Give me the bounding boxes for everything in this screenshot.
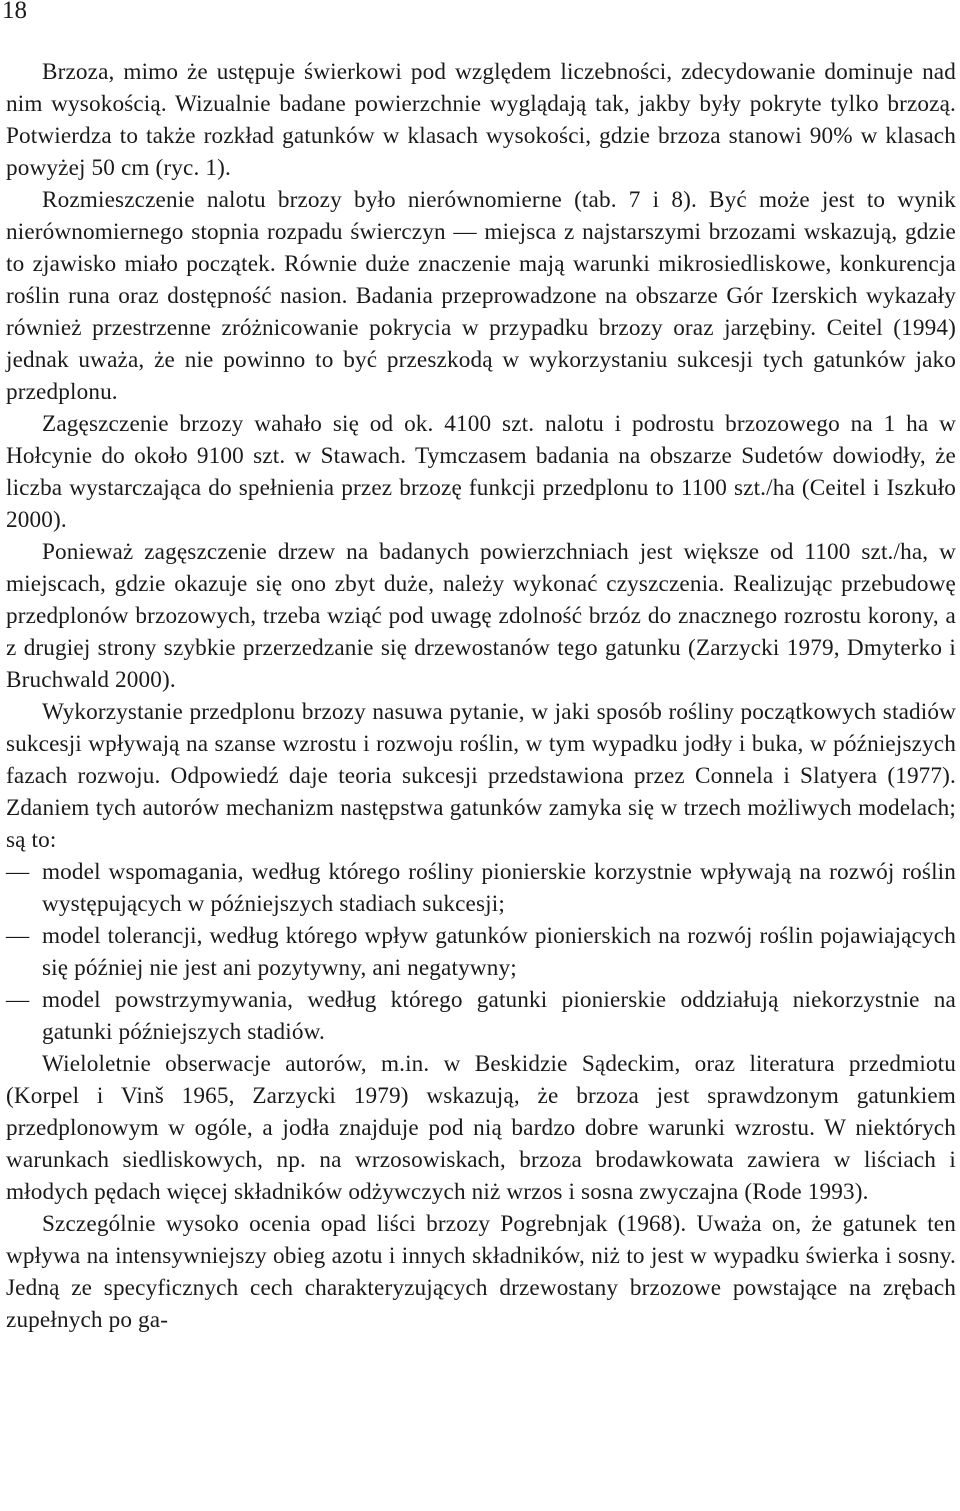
paragraph: Zagęszczenie brzozy wahało się od ok. 4100 szt. nalotu i podrostu brzozowego na 1 ha w Hołcynie do około 9100 szt. w Stawach. Tymczasem badania na obszarze Sudetów dowiodły, że liczba wystarczająca do spełnienia przez brzozę funkcji przedplonu to 1100 szt./ha (Ceitel i Iszkuło 2000). xyxy=(6,411,956,533)
list-item-text: model tolerancji, według którego wpływ gatunków pionierskich na rozwój roślin pojawiających się później nie jest ani pozytywny, ani negatywny; xyxy=(42,923,956,981)
dash-marker: — xyxy=(6,923,30,949)
list-item-text: model wspomagania, według którego rośliny pionierskie korzystnie wpływają na rozwój roślin występujących w późniejszych stadiach sukcesji; xyxy=(42,859,956,917)
dash-marker: — xyxy=(6,987,30,1013)
list-item xyxy=(6,984,956,1048)
paragraph: Wykorzystanie przedplonu brzozy nasuwa pytanie, w jaki sposób rośliny początkowych stadiów sukcesji wpływają na szanse wzrostu i rozwoju roślin, w tym wypadku jodły i buka, w późniejszych fazach rozwoju. Odpowiedź daje teoria sukcesji przedstawiona przez Connela i Slatyera (1977). Zdaniem tych autorów mechanizm następstwa gatunków zamyka się w trzech możliwych modelach; są to: xyxy=(6,699,956,853)
paragraph: Rozmieszczenie nalotu brzozy było nierównomierne (tab. 7 i 8). Być może jest to wynik nierównomiernego stopnia rozpadu świerczyn — miejsca z najstarszymi brzozami wskazują, gdzie to zjawisko miało początek. Równie duże znaczenie mają warunki mikrosiedliskowe, konkurencja roślin runa oraz dostępność nasion. Badania przeprowadzone na obszarze Gór Izerskich wykazały również przestrzenne zróżnicowanie pokrycia w przypadku brzozy oraz jarzębiny. Ceitel (1994) jednak uważa, że nie powinno to być przeszkodą w wykorzystaniu sukcesji tych gatunków jako przedplonu. xyxy=(6,187,956,405)
list-item xyxy=(6,856,956,920)
page-number: 18 xyxy=(2,0,27,24)
list-item xyxy=(6,920,956,984)
paragraph: Szczególnie wysoko ocenia opad liści brzozy Pogrebnjak (1968). Uważa on, że gatunek ten wpływa na intensywniejszy obieg azotu i innych składników, niż to jest w wypadku świerka i sosny. Jedną ze specyficznych cech charakteryzujących drzewostany brzozowe powstające na zrębach zupełnych po ga- xyxy=(6,1211,956,1333)
paragraph: Wieloletnie obserwacje autorów, m.in. w Beskidzie Sądeckim, oraz literatura przedmiotu (Korpel i Vinš 1965, Zarzycki 1979) wskazują, że brzoza jest sprawdzonym gatunkiem przedplonowym w ogóle, a jodła znajduje pod nią bardzo dobre warunki wzrostu. W niektórych warunkach siedliskowych, np. na wrzosowiskach, brzoza brodawkowata zawiera w liściach i młodych pędach więcej składników odżywczych niż wrzos i sosna zwyczajna (Rode 1993). xyxy=(6,1051,956,1205)
models-list xyxy=(6,856,956,1048)
document-body xyxy=(6,56,956,1336)
paragraph: Ponieważ zagęszczenie drzew na badanych powierzchniach jest większe od 1100 szt./ha, w miejscach, gdzie okazuje się ono zbyt duże, należy wykonać czyszczenia. Realizując przebudowę przedplonów brzozowych, trzeba wziąć pod uwagę zdolność brzóz do znacznego rozrostu korony, a z drugiej strony szybkie przerzedzanie się drzewostanów tego gatunku (Zarzycki 1979, Dmyterko i Bruchwald 2000). xyxy=(6,539,956,693)
dash-marker: — xyxy=(6,859,30,885)
paragraph: Brzoza, mimo że ustępuje świerkowi pod względem liczebności, zdecydowanie dominuje nad nim wysokością. Wizualnie badane powierzchnie wyglądają tak, jakby były pokryte tylko brzozą. Potwierdza to także rozkład gatunków w klasach wysokości, gdzie brzoza stanowi 90% w klasach powyżej 50 cm (ryc. 1). xyxy=(6,59,956,181)
list-item-text: model powstrzymywania, według którego gatunki pionierskie oddziałują niekorzystnie na gatunki późniejszych stadiów. xyxy=(42,987,956,1045)
